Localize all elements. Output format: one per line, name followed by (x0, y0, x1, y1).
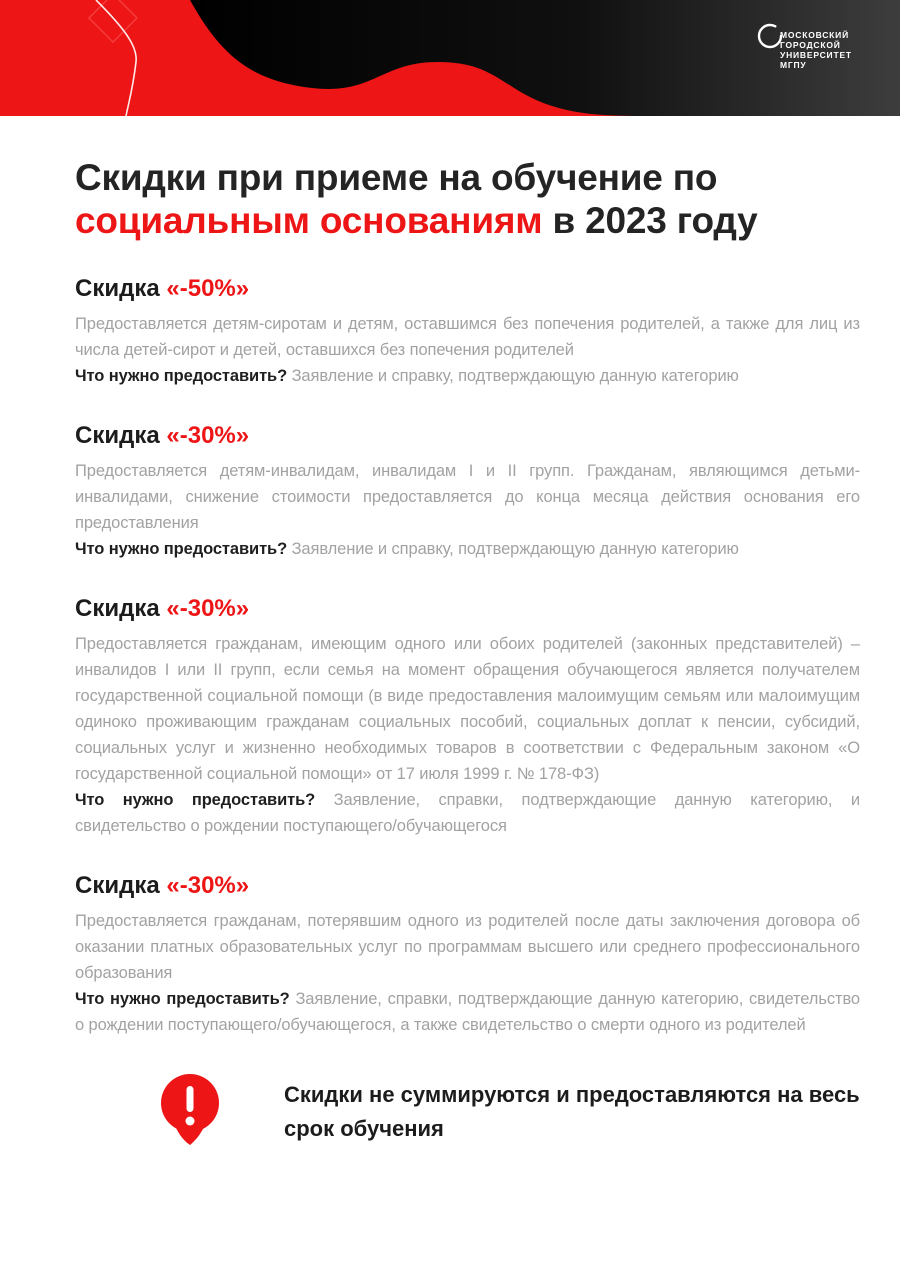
logo-line: МОСКОВСКИЙ (780, 30, 849, 40)
discount-label: Скидка (75, 422, 160, 449)
logo-line: ГОРОДСКОЙ (780, 40, 841, 50)
page-title (75, 156, 860, 242)
section-body: Предоставляется детям-инвалидам, инвалидам I и II групп. Гражданам, являющимся детьми-инвалидами, снижение стоимости предоставляется до конца месяца действия основания его предоставления (75, 462, 860, 532)
discount-section-2 (75, 423, 860, 562)
logo-text (780, 30, 852, 70)
section-heading (75, 276, 860, 302)
discount-label: Скидка (75, 872, 160, 899)
section-heading (75, 873, 860, 899)
requirements-question: Что нужно предоставить? (75, 990, 290, 1008)
requirements-answer: Заявление, справки, подтверждающие данную категорию, свидетельство о рождении поступающего/обучающегося, а также свидетельство о смерти одного из родителей (75, 990, 860, 1034)
discount-percent: «-50%» (166, 275, 250, 302)
discount-percent: «-30%» (166, 872, 250, 899)
requirements-answer: Заявление, справки, подтверждающие данную категорию, и свидетельство о рождении поступающего/обучающегося (75, 791, 861, 835)
requirements-answer: Заявление и справку, подтверждающую данную категорию (291, 540, 739, 558)
note (158, 1074, 860, 1148)
discount-section-1 (75, 276, 860, 389)
section-body: Предоставляется гражданам, потерявшим одного из родителей после даты заключения договора об оказании платных образовательных услуг по программам высшего или среднего профессионального образования (75, 912, 860, 982)
note-line-1: Скидки не суммируются и предоставляются на весь (284, 1082, 860, 1107)
note-line-2: срок обучения (284, 1116, 444, 1141)
header (0, 0, 900, 116)
discount-label: Скидка (75, 595, 160, 622)
section-heading (75, 596, 860, 622)
exclamation-icon (158, 1074, 222, 1148)
title-suffix: в 2023 году (552, 200, 758, 241)
requirements-line (75, 363, 860, 389)
logo-line: УНИВЕРСИТЕТ (780, 50, 852, 60)
requirements-line (75, 536, 860, 562)
requirements-answer: Заявление и справку, подтверждающую данную категорию (291, 367, 739, 385)
main-content (0, 156, 900, 1148)
discount-percent: «-30%» (166, 422, 250, 449)
discount-section-4 (75, 873, 860, 1038)
requirements-question: Что нужно предоставить? (75, 540, 288, 558)
title-line-1: Скидки при приеме на обучение по (75, 157, 718, 198)
section-body: Предоставляется детям-сиротам и детям, оставшимся без попечения родителей, а также для лиц из числа детей-сирот и детей, оставшихся без попечения родителей (75, 315, 860, 359)
section-heading (75, 423, 860, 449)
logo-line: МГПУ (780, 60, 807, 70)
title-accent: социальным основаниям (75, 200, 543, 241)
university-logo (748, 20, 878, 84)
discount-label: Скидка (75, 275, 160, 302)
requirements-line (75, 787, 860, 839)
requirements-line (75, 986, 860, 1038)
requirements-question: Что нужно предоставить? (75, 791, 316, 809)
note-text (284, 1074, 860, 1146)
requirements-question: Что нужно предоставить? (75, 367, 288, 385)
discount-percent: «-30%» (166, 595, 250, 622)
section-body: Предоставляется гражданам, имеющим одного или обоих родителей (законных представителей) – инвалидов I или II групп, если семья на момент обращения обучающегося является получателем государственной социальной помощи (в виде предоставления малоимущим семьям или малоимущим одиноко проживающим гражданам социальных пособий, социальных доплат к пенсии, субсидий, социальных услуг и жизненно необходимых товаров в соответствии с Федеральным законом «О государственной социальной помощи» от 17 июля 1999 г. № 178-ФЗ) (75, 635, 860, 783)
discount-section-3 (75, 596, 860, 839)
